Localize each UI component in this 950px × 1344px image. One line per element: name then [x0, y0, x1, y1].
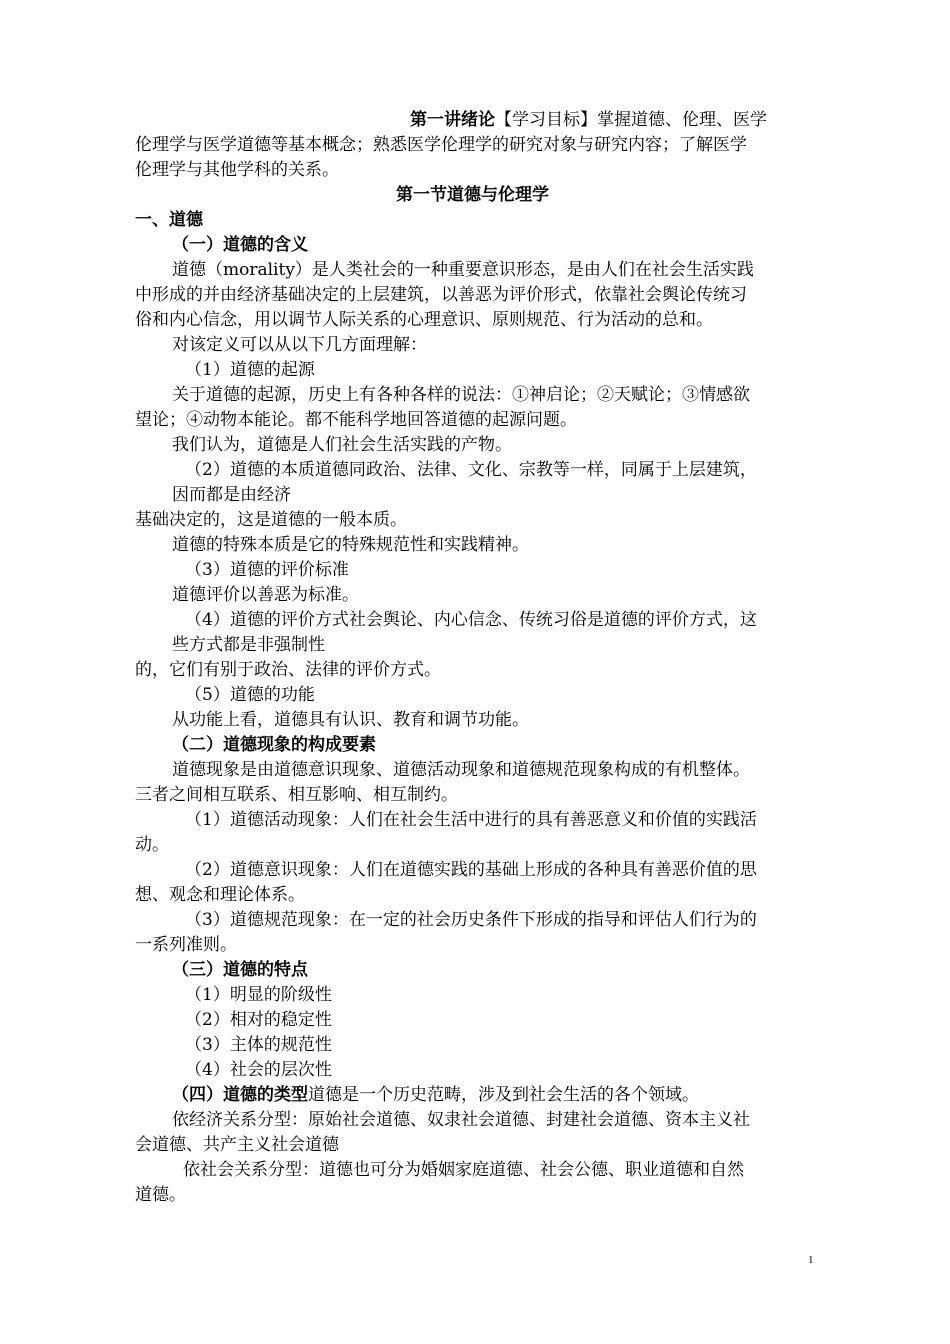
subsection-heading: （三）道德的特点: [172, 960, 308, 980]
list-item: （3）主体的规范性: [185, 1035, 332, 1055]
text-line: 想、观念和理论体系。: [135, 885, 305, 905]
text-line: 动。: [135, 835, 169, 855]
text-line: 依经济关系分型：原始社会道德、奴隶社会道德、封建社会道德、资本主义社: [172, 1110, 750, 1130]
text-line: 因而都是由经济: [172, 485, 291, 505]
list-item: （3）道德的评价标准: [185, 560, 349, 580]
text-line: 对该定义可以从以下几方面理解：: [172, 335, 427, 355]
section-heading: 第一节道德与伦理学: [396, 185, 549, 205]
text-line: 道德评价以善恶为标准。: [172, 585, 359, 605]
text-line: 关于道德的起源，历史上有各种各样的说法：①神启论；②天赋论；③情感欲: [172, 385, 750, 405]
text-line: 望论；④动物本能论。都不能科学地回答道德的起源问题。: [135, 410, 577, 430]
learning-objectives-intro: 【学习目标】掌握道德、伦理、医学: [495, 110, 767, 130]
list-item: （4）社会的层次性: [185, 1060, 332, 1080]
text-line: 依社会关系分型：道德也可分为婚姻家庭道德、社会公德、职业道德和自然: [183, 1160, 744, 1180]
text-line: 基础决定的，这是道德的一般本质。: [135, 510, 407, 530]
text-line: 伦理学与医学道德等基本概念；熟悉医学伦理学的研究对象与研究内容；了解医学: [135, 135, 747, 155]
text-line: 道德。: [135, 1185, 186, 1205]
text-line: 伦理学与其他学科的关系。: [135, 160, 339, 180]
text-line: 一系列准则。: [135, 935, 237, 955]
subsection-heading: （二）道德现象的构成要素: [172, 735, 376, 755]
list-item: （1）道德的起源: [185, 360, 315, 380]
list-item: （4）道德的评价方式社会舆论、内心信念、传统习俗是道德的评价方式，这: [185, 610, 757, 630]
subsection-heading: （一）道德的含义: [172, 235, 308, 255]
text-line: 的，它们有别于政治、法律的评价方式。: [135, 660, 441, 680]
list-item: （1）道德活动现象：人们在社会生活中进行的具有善恶意义和价值的实践活: [185, 810, 757, 830]
text-line: 道德现象是由道德意识现象、道德活动现象和道德规范现象构成的有机整体。: [172, 760, 750, 780]
list-item: （2）道德的本质道德同政治、法律、文化、宗教等一样，同属于上层建筑，: [185, 460, 757, 480]
text-line: 道德（morality）是人类社会的一种重要意识形态，是由人们在社会生活实践: [172, 260, 754, 280]
text-line: 我们认为，道德是人们社会生活实践的产物。: [172, 435, 512, 455]
text-line: 三者之间相互联系、相互影响、相互制约。: [135, 785, 458, 805]
text-line: 些方式都是非强制性: [172, 635, 325, 655]
list-item: （2）道德意识现象：人们在道德实践的基础上形成的各种具有善恶价值的思: [185, 860, 757, 880]
mixed-line: [172, 1083, 699, 1107]
lecture-title: 第一讲绪论: [410, 110, 495, 130]
list-item: （1）明显的阶级性: [185, 985, 332, 1005]
subsection-heading: （四）道德的类型: [172, 1085, 308, 1105]
text-line: 从功能上看，道德具有认识、教育和调节功能。: [172, 710, 529, 730]
page-number: 1: [808, 1254, 814, 1266]
chapter-heading: 一、道德: [135, 210, 203, 230]
text-line: 中形成的并由经济基础决定的上层建筑，以善恶为评价形式，依靠社会舆论传统习: [135, 285, 747, 305]
text-line: 会道德、共产主义社会道德: [135, 1135, 339, 1155]
list-item: （2）相对的稳定性: [185, 1010, 332, 1030]
text-run: 道德是一个历史范畴，涉及到社会生活的各个领域。: [308, 1085, 699, 1105]
title-line: [410, 108, 767, 132]
text-line: 俗和内心信念，用以调节人际关系的心理意识、原则规范、行为活动的总和。: [135, 310, 713, 330]
list-item: （5）道德的功能: [185, 685, 315, 705]
text-line: 道德的特殊本质是它的特殊规范性和实践精神。: [172, 535, 529, 555]
list-item: （3）道德规范现象：在一定的社会历史条件下形成的指导和评估人们行为的: [185, 910, 757, 930]
